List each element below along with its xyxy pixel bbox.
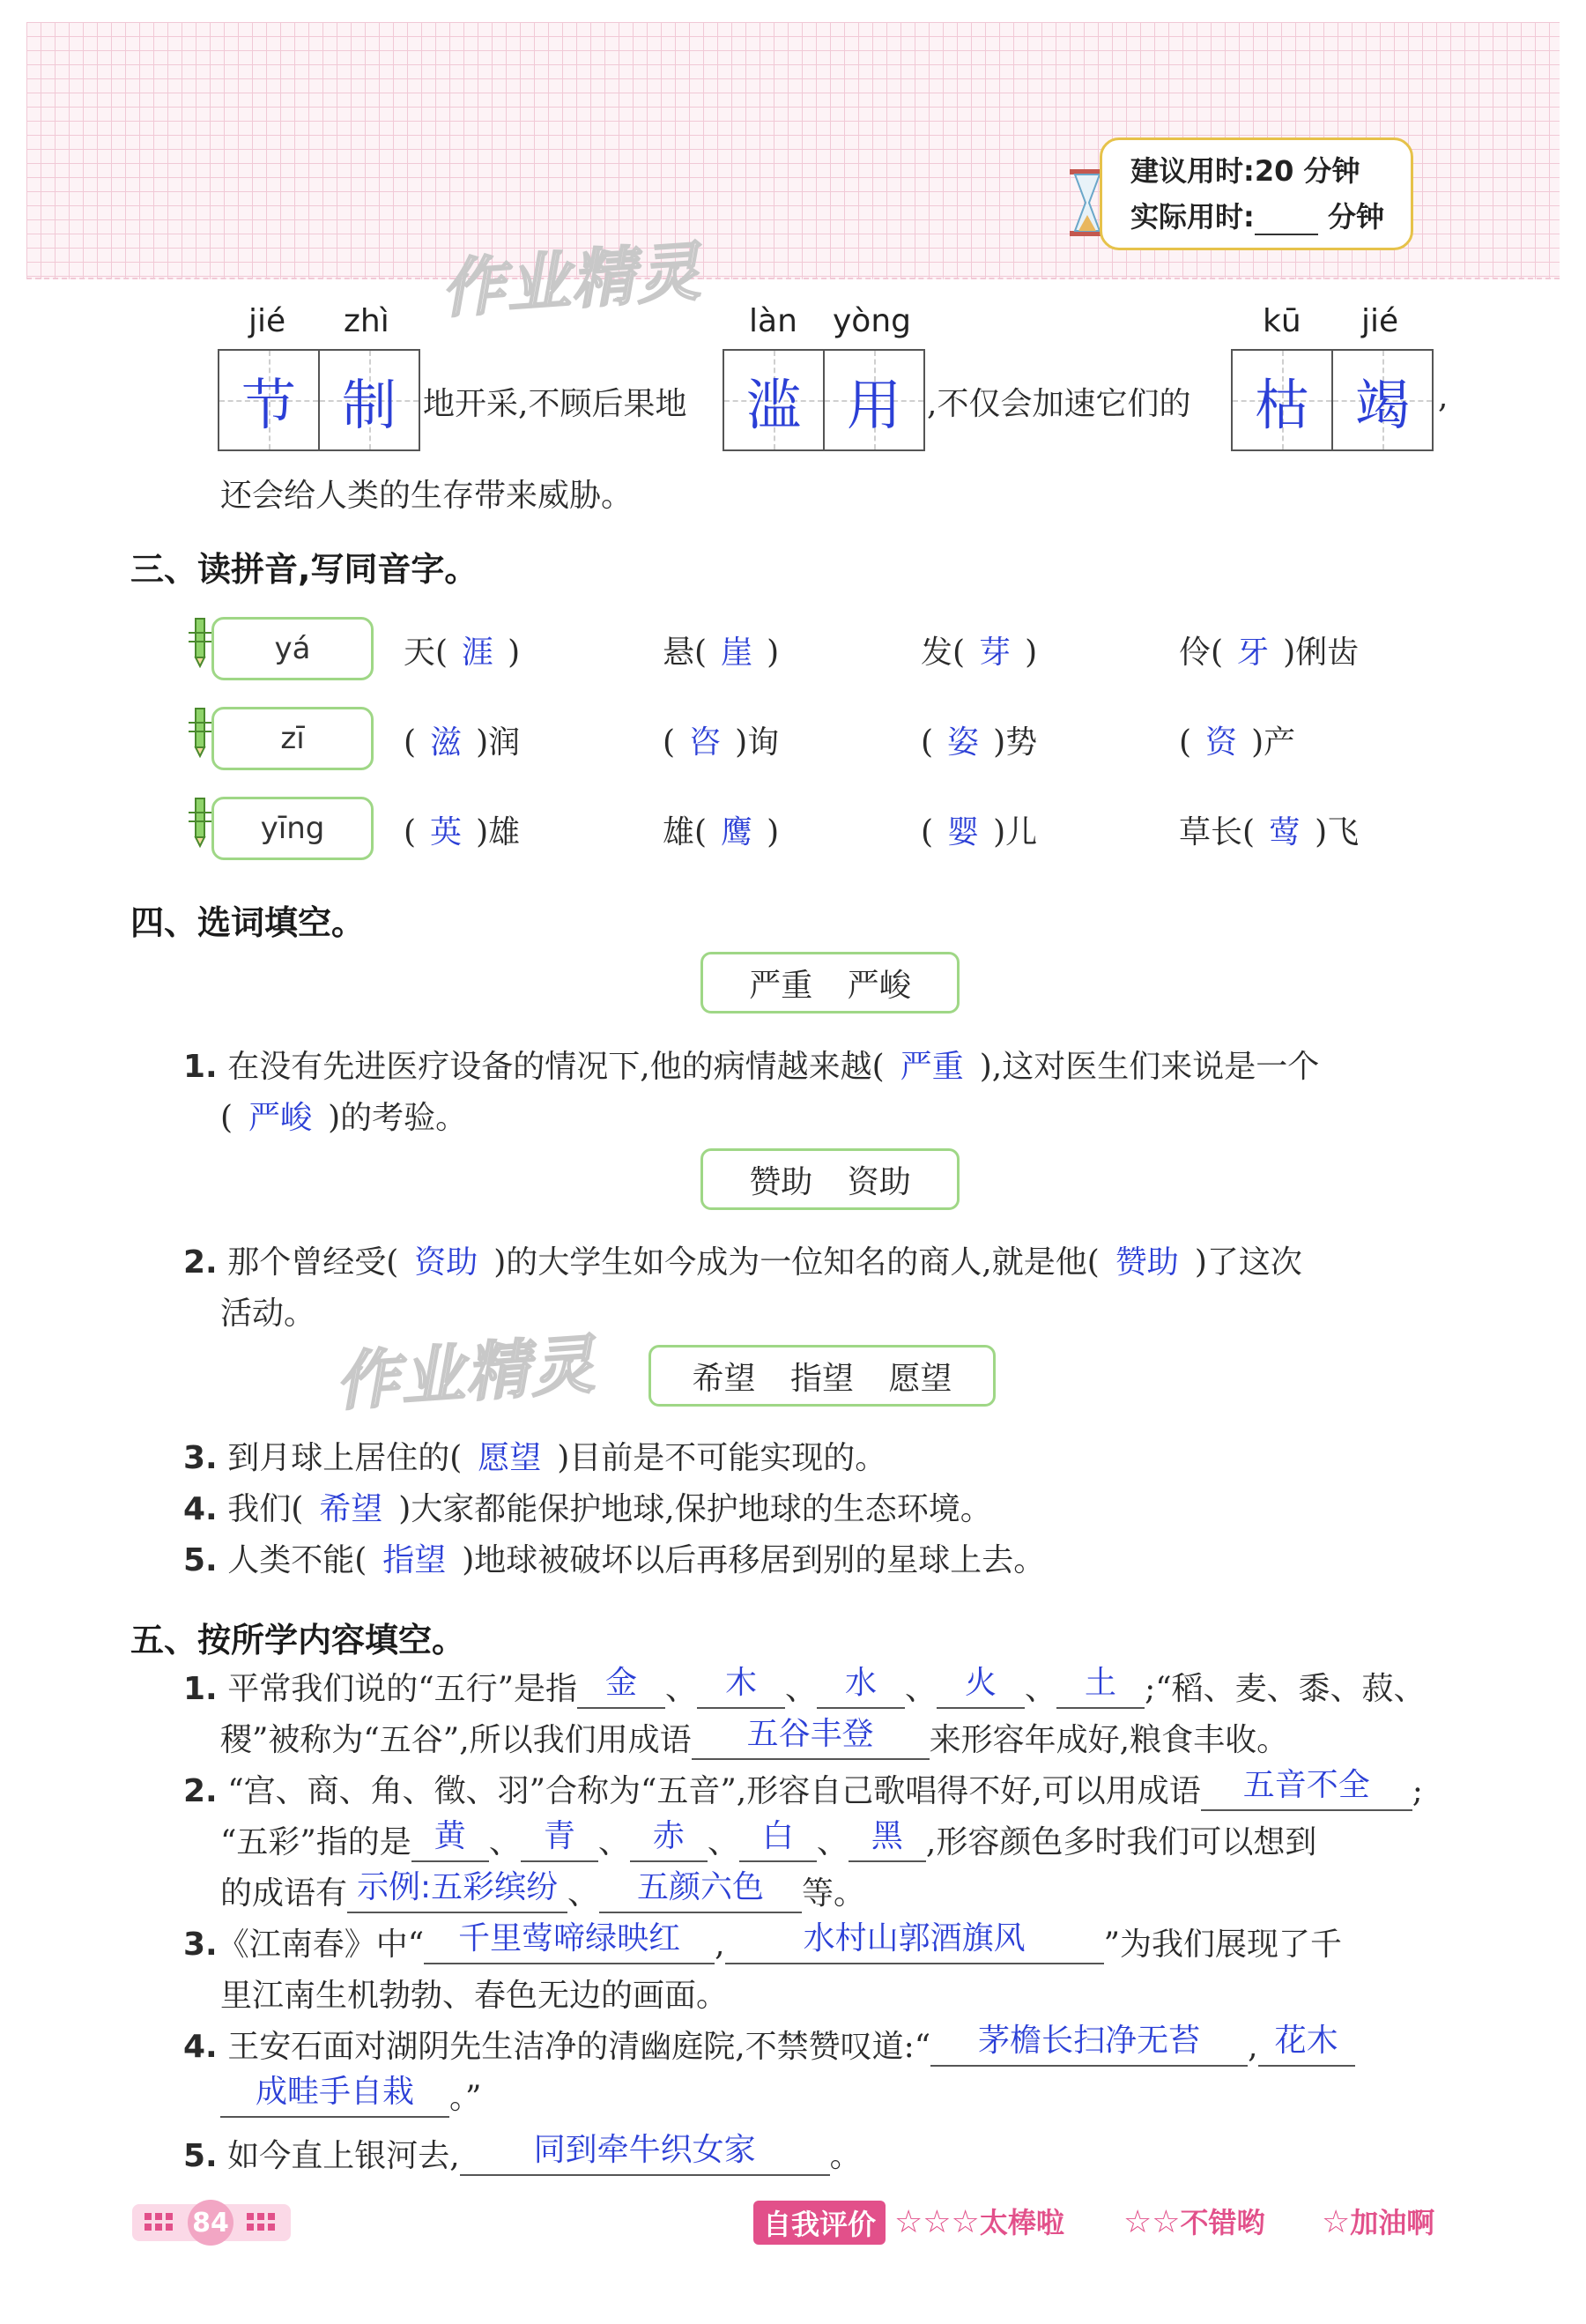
homophone-item: ( 英 )雄 (404, 814, 521, 850)
sentence-fragment: 地开采,不顾后果地 (423, 386, 687, 422)
answer-blank[interactable]: 茅檐长扫净无苔 (930, 2026, 1248, 2067)
time-box (1100, 137, 1413, 250)
rating-good[interactable]: ☆☆不错哟 (1123, 2204, 1265, 2240)
question-4-1-cont: ( 严峻 )的考验。 (220, 1100, 468, 1136)
pinyin-box: zī (211, 707, 374, 770)
question-5-4: 4. 王安石面对湖阴先生洁净的清幽庭院,不禁赞叹道:“ 茅檐长扫净无苔 , 花木 (183, 2022, 1355, 2067)
self-evaluation-label: 自我评价 (753, 2201, 886, 2245)
answer-blank[interactable]: 水 (817, 1668, 905, 1709)
question-4-5: 5. 人类不能( 指望 )地球被破坏以后再移居到别的星球上去。 (183, 1542, 1046, 1578)
question-5-2: 2. “宫、商、角、徵、羽”合称为“五音”,形容自己歌唱得不好,可以用成语 五音不全 ; (183, 1767, 1423, 1809)
homophone-item: 雄( 鹰 ) (663, 814, 780, 850)
actual-time-unit: 分钟 (1327, 200, 1384, 234)
suggested-time-label: 建议用时: (1130, 154, 1255, 188)
word-choice-box-2: 赞助 资助 (700, 1148, 960, 1210)
rating-great[interactable]: ☆☆☆太棒啦 (894, 2204, 1064, 2240)
pinyin-box: yīng (211, 797, 374, 860)
question-4-4: 4. 我们( 希望 )大家都能保护地球,保护地球的生态环境。 (183, 1491, 992, 1527)
writing-grid-word-3 (1231, 349, 1434, 451)
section-4-title: 四、选词填空。 (130, 903, 366, 942)
question-4-1: 1. 在没有先进医疗设备的情况下,他的病情越来越( 严重 ),这对医生们来说是一个 (183, 1049, 1320, 1085)
page-number: 84 (188, 2200, 233, 2246)
homophone-item: ( 婴 )儿 (921, 814, 1038, 850)
writing-grid-word-2 (723, 349, 925, 451)
pinyin-zhi: zhì (344, 303, 389, 339)
homophone-item: 发( 芽 ) (921, 635, 1038, 671)
homophone-item: ( 滋 )润 (404, 724, 521, 761)
answer-blank[interactable]: 同到牵牛织女家 (460, 2135, 830, 2176)
answer[interactable]: 严峻 (248, 1100, 313, 1136)
homophone-item: ( 姿 )势 (921, 724, 1038, 761)
pinyin-lan: làn (749, 303, 797, 339)
sentence-fragment: ,不仅会加速它们的 (927, 386, 1191, 422)
answer-blank[interactable]: 白 (739, 1822, 817, 1862)
answer[interactable]: 涯 (462, 635, 494, 671)
answer[interactable]: 资助 (414, 1244, 478, 1281)
grid-cell[interactable]: 滥 (724, 351, 823, 449)
actual-time-label: 实际用时: (1130, 200, 1255, 234)
answer[interactable]: 芽 (979, 635, 1012, 671)
answer-blank[interactable]: 青 (521, 1822, 598, 1862)
answer[interactable]: 鹰 (721, 814, 753, 850)
writing-grid-word-1 (218, 349, 420, 451)
answer[interactable]: 牙 (1237, 635, 1270, 671)
answer[interactable]: 滋 (430, 724, 463, 761)
section-3-title: 三、读拼音,写同音字。 (130, 550, 478, 589)
answer-blank[interactable]: 金 (577, 1668, 665, 1709)
homophone-item: ( 咨 )询 (663, 724, 780, 761)
grid-cell[interactable]: 制 (318, 351, 419, 449)
answer[interactable]: 咨 (689, 724, 722, 761)
question-4-2: 2. 那个曾经受( 资助 )的大学生如今成为一位知名的商人,就是他( 赞助 )了这次 (183, 1244, 1302, 1281)
answer[interactable]: 崖 (721, 635, 753, 671)
section-5-title: 五、按所学内容填空。 (130, 1621, 466, 1659)
suggested-time-value: 20 (1254, 154, 1294, 188)
star-icon: ☆ (1322, 2204, 1351, 2240)
question-5-1-cont: 稷”被称为“五谷”,所以我们用成语 五谷丰登 来形容年成好,粮食丰收。 (220, 1716, 1289, 1758)
rating-cheer[interactable]: ☆加油啊 (1322, 2204, 1435, 2240)
pinyin-box: yá (211, 617, 374, 680)
answer-blank[interactable]: 水村山郭酒旗风 (725, 1924, 1104, 1964)
sentence-fragment: , (1438, 379, 1449, 415)
answer-blank[interactable]: 五谷丰登 (692, 1719, 930, 1760)
question-5-5: 5. 如今直上银河去, 同到牵牛织女家 。 (183, 2132, 862, 2174)
answer[interactable]: 希望 (319, 1491, 383, 1527)
sentence-line-2: 还会给人类的生存带来威胁。 (220, 478, 634, 514)
answer[interactable]: 愿望 (478, 1440, 542, 1476)
grid-cell[interactable]: 枯 (1233, 351, 1331, 449)
homophone-item: 天( 涯 ) (404, 635, 521, 671)
answer-blank[interactable]: 黑 (849, 1822, 926, 1862)
answer[interactable]: 婴 (947, 814, 980, 850)
suggested-time-unit: 分钟 (1303, 154, 1360, 188)
homophone-item: 悬( 崖 ) (663, 635, 780, 671)
answer-blank[interactable]: 五颜六色 (599, 1873, 802, 1913)
grid-cell[interactable]: 用 (823, 351, 923, 449)
pinyin-jie: jié (1361, 303, 1399, 339)
pinyin-ku: kū (1263, 303, 1301, 339)
answer-blank[interactable]: 土 (1056, 1668, 1145, 1709)
answer-blank[interactable]: 五音不全 (1201, 1771, 1412, 1811)
grid-cell[interactable]: 节 (219, 351, 318, 449)
answer-blank[interactable]: 赤 (630, 1822, 708, 1862)
watermark: 作业精灵 (438, 234, 705, 327)
word-choice-box-1: 严重 严峻 (700, 952, 960, 1014)
watermark: 作业精灵 (332, 1326, 599, 1420)
answer[interactable]: 赞助 (1115, 1244, 1179, 1281)
question-5-3: 3.《江南春》中“ 千里莺啼绿映红 , 水村山郭酒旗风 ”为我们展现了千 (183, 1920, 1342, 1963)
homophone-item: ( 资 )产 (1179, 724, 1296, 761)
answer-blank[interactable]: 火 (937, 1668, 1025, 1709)
question-4-2-cont: 活动。 (220, 1296, 316, 1332)
pinyin-jie: jié (248, 303, 286, 339)
question-5-2-cont2: 的成语有 示例:五彩缤纷 、 五颜六色 等。 (220, 1869, 866, 1912)
answer[interactable]: 姿 (947, 724, 980, 761)
answer[interactable]: 严重 (900, 1049, 964, 1085)
answer-blank[interactable]: 千里莺啼绿映红 (424, 1924, 715, 1964)
answer[interactable]: 指望 (382, 1542, 447, 1578)
answer-blank[interactable]: 黄 (411, 1822, 489, 1862)
grid-cell[interactable]: 竭 (1331, 351, 1432, 449)
question-5-3-cont: 里江南生机勃勃、春色无边的画面。 (220, 1978, 729, 2014)
answer-blank[interactable]: 花木 (1258, 2026, 1355, 2067)
answer[interactable]: 莺 (1269, 814, 1301, 850)
star-icon: ☆☆ (1123, 2204, 1181, 2240)
answer[interactable]: 资 (1205, 724, 1238, 761)
answer-blank[interactable]: 示例:五彩缤纷 (347, 1873, 567, 1913)
word-choice-box-3: 希望 指望 愿望 (648, 1345, 996, 1407)
homophone-item: 草长( 莺 )飞 (1179, 814, 1360, 850)
homophone-item: 伶( 牙 )俐齿 (1179, 635, 1360, 671)
actual-time-blank[interactable] (1255, 207, 1318, 235)
question-5-4-cont: 成畦手自栽 。” (220, 2073, 481, 2118)
pinyin-yong: yòng (833, 303, 911, 339)
question-5-1: 1. 平常我们说的“五行”是指 金 、 木 、 水 、 火 、 土 ;“稻、麦、黍、菽、 (183, 1665, 1426, 1707)
star-icon: ☆☆☆ (894, 2204, 980, 2240)
answer[interactable]: 英 (430, 814, 463, 850)
answer-blank[interactable]: 成畦手自栽 (220, 2077, 449, 2118)
answer-blank[interactable]: 木 (697, 1668, 785, 1709)
question-5-2-cont: “五彩”指的是 黄 、 青 、 赤 、 白 、 黑 ,形容颜色多时我们可以想到 (220, 1818, 1317, 1860)
question-4-3: 3. 到月球上居住的( 愿望 )目前是不可能实现的。 (183, 1440, 887, 1476)
